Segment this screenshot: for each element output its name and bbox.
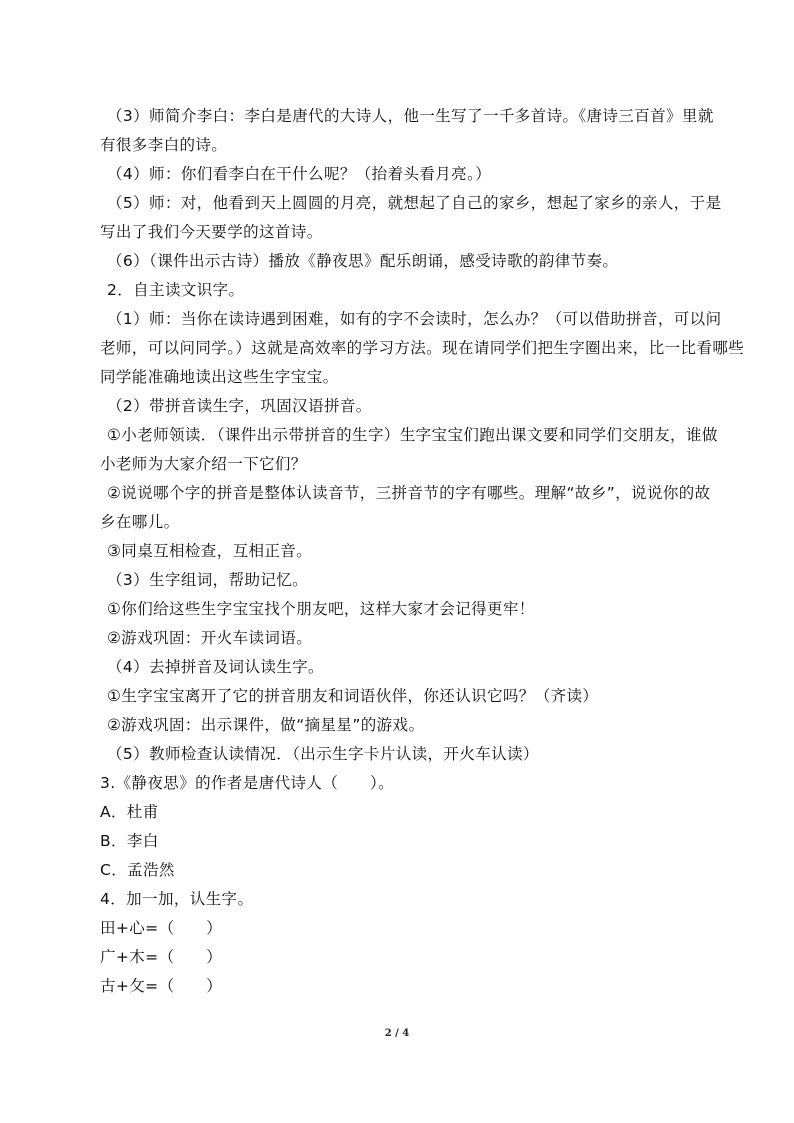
question-stem: 4．加一加，认生字。 <box>100 890 254 908</box>
paragraph-line: （2）带拼音读生字，巩固汉语拼音。 <box>107 397 372 415</box>
paragraph-line: （5）师：对，他看到天上圆圆的月亮，就想起了自己的家乡，想起了家乡的亲人，于是 <box>107 194 722 212</box>
question-stem: 3.《静夜思》的作者是唐代诗人（ ）。 <box>100 774 395 792</box>
paragraph-line: ③同桌互相检查，互相正音。 <box>107 542 313 560</box>
exercise-item: 田+心=（ ） <box>100 919 223 937</box>
paragraph-line: （4）师：你们看李白在干什么呢？（抬着头看月亮。） <box>107 165 492 183</box>
paragraph-line: 乡在哪儿。 <box>100 513 180 531</box>
paragraph-line: 小老师为大家介绍一下它们？ <box>100 455 307 473</box>
paragraph-line: 老师，可以问同学。）这就是高效率的学习方法。现在请同学们把生字圈出来，比一比看哪些 <box>100 339 745 357</box>
exercise-item: 古+攵=（ ） <box>100 977 223 995</box>
page-number: 2 / 4 <box>384 1028 410 1039</box>
answer-option: B．李白 <box>100 832 159 850</box>
paragraph-line: 同学能准确地读出这些生字宝宝。 <box>100 368 339 386</box>
paragraph-line: ①小老师领读．（课件出示带拼音的生字）生字宝宝们跑出课文要和同学们交朋友，谁做 <box>107 426 718 444</box>
paragraph-line: （3）生字组词，帮助记忆。 <box>107 571 309 589</box>
document-body <box>100 102 745 1001</box>
paragraph-line: ②游戏巩固：出示课件，做“摘星星”的游戏。 <box>107 716 425 734</box>
paragraph-line: （4）去掉拼音及词认读生字。 <box>107 658 324 676</box>
section-heading: 2．自主读文识字。 <box>107 281 245 299</box>
paragraph-line: （5）教师检查认读情况．（出示生字卡片认读，开火车认读） <box>107 745 539 763</box>
paragraph-line: ②说说哪个字的拼音是整体认读音节，三拼音节的字有哪些。理解“故乡”，说说你的故 <box>107 484 711 502</box>
paragraph-line: 写出了我们今天要学的这首诗。 <box>100 223 323 241</box>
paragraph-line: （6）（课件出示古诗）播放《静夜思》配乐朗诵，感受诗歌的韵律节奏。 <box>107 252 619 270</box>
paragraph-line: ②游戏巩固：开火车读词语。 <box>107 629 313 647</box>
answer-option: C．孟浩然 <box>100 861 175 879</box>
paragraph-line: （3）师简介李白：李白是唐代的大诗人，他一生写了一千多首诗。《唐诗三百首》里就 <box>107 107 714 125</box>
paragraph-line: ①你们给这些生字宝宝找个朋友吧，这样大家才会记得更牢！ <box>107 600 535 618</box>
paragraph-line: 有很多李白的诗。 <box>100 136 228 154</box>
paragraph-line: （1）师：当你在读诗遇到困难，如有的字不会读时，怎么办？（可以借助拼音，可以问 <box>107 310 722 328</box>
exercise-item: 广+木=（ ） <box>100 948 223 966</box>
answer-option: A．杜甫 <box>100 803 159 821</box>
paragraph-line: ①生字宝宝离开了它的拼音朋友和词语伙伴，你还认识它吗？（齐读） <box>107 687 599 705</box>
